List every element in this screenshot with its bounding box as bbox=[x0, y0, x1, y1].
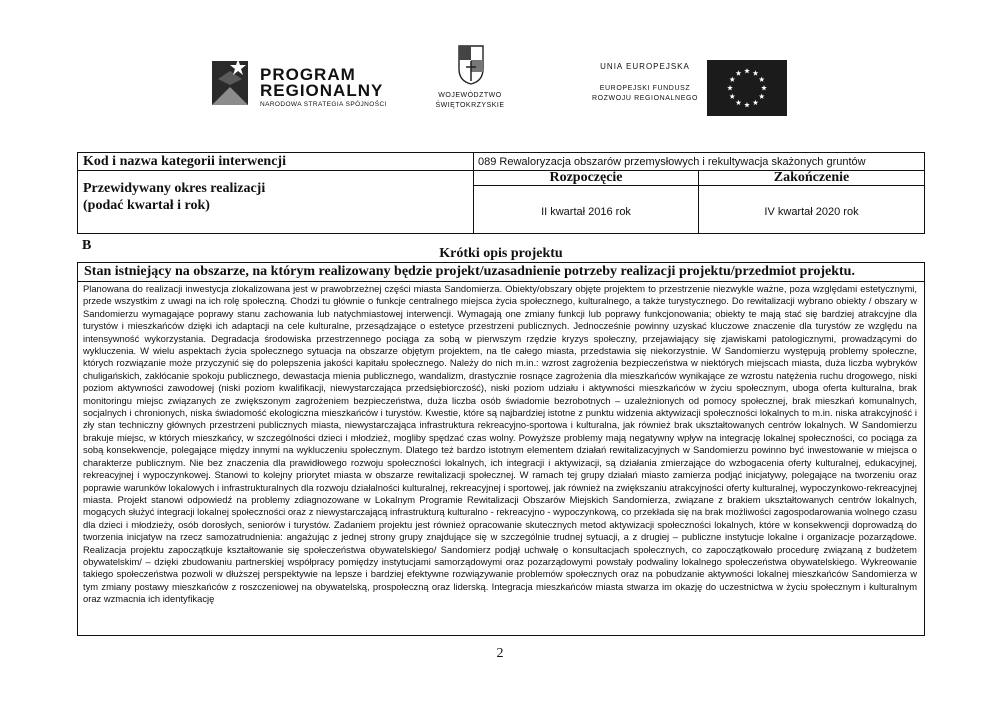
period-label: Przewidywany okres realizacji (podać kwartał i rok) bbox=[83, 181, 266, 213]
end-value: IV kwartał 2020 rok bbox=[764, 206, 859, 218]
start-value: II kwartał 2016 rok bbox=[541, 206, 631, 218]
category-label: Kod i nazwa kategorii interwencji bbox=[83, 154, 286, 169]
intervention-table bbox=[77, 152, 925, 234]
eu-fund-line2: ROZWOJU REGIONALNEGO bbox=[591, 95, 699, 102]
start-header: Rozpoczęcie bbox=[549, 170, 623, 185]
program-regionalny-subtitle: NARODOWA STRATEGIA SPÓJNOŚCI bbox=[260, 101, 387, 108]
description-body: Planowana do realizacji inwestycja zlokalizowana jest w prawobrzeżnej części miasta Sandomierza. Obiekty/obszary objęte projektem to przestrzenie niezwykle ważne, poza względami estetycznymi, przede wszystkim z uwagi na ich rolę społeczną. Chodzi tu głównie o funkcje centralnego miejsca życia społecznego, kulturalnego, a także turystycznego. Do rewitalizacji wybrano obiekty / obszary w Sandomierzu wymagające poprawy stanu zachowania lub natychmiastowej interwencji. Wymagają one zmiany funkcji lub poprawy funkcjonowania; obiekty te mają stać się bardziej atrakcyjne dla turystów i mieszkańców dzięki ich adaptacji na cele kulturalne, przesądzające o estetyce przestrzeni publicznych. Jednocześnie powinny uzyskać kluczowe znaczenie dla turystów ze względu na intensywność wykorzystania. Degradacja środowiska przestrzennego pociąga za sobą w pierwszym rzędzie kryzys społeczny, przejawiający się zjawiskami patologicznymi, prowadzącymi do wykluczenia. W wielu aspektach życia społecznego sytuacja na obszarze objętym projektem, na tle całego miasta, przedstawia się niekorzystnie. W Sandomierzu występują problemy społeczne, których rozwiązanie może przyczynić się do polepszenia jakości kapitału społecznego. Należy do nich m.in.: wzrost zagrożenia bezpieczeństwa w niektórych miejscach miasta, duża liczba wybryków chuligańskich, zakłócanie spokoju publicznego, dewastacja mienia publicznego, wandalizm, drastycznie rosnące zagrożenia dla mieszkańców wynikające ze wzrostu natężenia ruchu drogowego, niski poziom aktywności zawodowej (niski poziom kwalifikacji, niewystarczająca przedsiębiorczość), niski poziom udziału i aktywności mieszkańców w życiu społecznym, uboga oferta kulturalna, brak monitoringu miejsc związanych ze zwiększonym zagrożeniem bezpieczeństwa, duża liczba osób świadomie bezrobotnych – uzależnionych od pomocy społecznej, brak mieszkań komunalnych, socjalnych i chronionych, niska świadomość ekologiczna mieszkańców i turystów. Kwestie, które są najbardziej istotne z punktu widzenia aktywizacji społeczności lokalnych to m.in. niska atrakcyjność i zły stan techniczny głównych przestrzeni publicznych miasta, niewystarczająca infrastruktura rekreacyjno-sportowa i kulturalna, jak również brak ukształtowanych centrów lokalnych. W Sandomierzu brakuje miejsc, w których mieszkańcy, w szczególności dzieci i młodzież, mogliby spędzać czas wolny. Powyższe problemy mają negatywny wpływ na integrację lokalnej społeczności, co pociąga za sobą konsekwencje, polegające między innymi na wykluczeniu społecznym. Dlatego też bardzo istotnym elementem działań rewitalizacyjnych w Sandomierzu powinno być inwestowanie w miejsca o charakterze publicznym. Nie bez znaczenia dla prawidłowego rozwoju społeczności lokalnych, ich integracji i aktywizacji, są działania zmierzające do wzbogacenia oferty kulturalnej, edukacyjnej, rekreacyjnej i wypoczynkowej. Stanowi to kolejny priorytet miasta w obszarze rewitalizacji społecznej. W ramach tej grupy działań miasto zamierza podjąć inicjatywy, polegające na tworzeniu oraz poprawie warunków lokalowych i infrastrukturalnych dla rozwoju działalności kulturalnej, rekreacyjnej i sportowej, jak również na zwiększaniu atrakcyjności oferty kulturalnej, wypoczynkowo-rekreacyjnej miasta. Projekt stanowi odpowiedź na problemy zdiagnozowane w Lokalnym Programie Rewitalizacji Obszarów Miejskich Sandomierza, związane z brakiem ukształtowanych centrów lokalnych, mogących służyć integracji lokalnej społeczności oraz z niewystarczającą infrastrukturą kulturalno - rekreacyjno - wypoczynkową, co przekłada się na brak możliwości zagospodarowania wolnego czasu dla dzieci i młodzieży, osób dorosłych, seniorów i turystów. Zadaniem projektu jest również opracowanie skutecznych metod aktywizacji społeczności lokalnych, które w konsekwencji doprowadzą do tworzenia inicjatyw na rzecz samozatrudnienia: angażując z jednej strony grupy znajdujące się w szczególnie trudnej sytuacji, a z drugiej – publiczne instytucje lokalne i organizacje pozarządowe. Realizacja projektu zapoczątkuje kształtowanie się społeczeństwa obywatelskiego/ Sandomierz podjął uchwałę o konsultacjach społecznych, co zapoczątkowało procedurę związaną z budżetem obywatelskim/ – dzięki zbudowaniu partnerskiej współpracy pomiędzy instytucjami samorządowymi oraz pozarządowymi powstały podwaliny lokalnego społeczeństwa obywatelskiego. Wykreowanie takiego społeczeństwa pozwoli w dłuższej perspektywie na lepsze i bardziej efektywne rozwiązywanie problemów społecznych oraz na pobudzanie aktywności lokalnej mieszkańców Sandomierza w tym zmiany postawy mieszkańców z roszczeniowej na obywatelską, prospołeczną oraz liderską. Integracja mieszkańców miasta stwarza im okazję do uczestnictwa w życiu społecznym i kulturalnym oraz wzmacnia ich identyfikację bbox=[83, 283, 917, 605]
section-letter: B bbox=[82, 238, 92, 253]
section-title: Krótki opis projektu bbox=[439, 246, 563, 261]
program-regionalny-title: PROGRAM REGIONALNY bbox=[260, 65, 384, 100]
voivodeship-logo bbox=[420, 45, 520, 115]
eu-fund-text bbox=[585, 62, 705, 104]
eu-fund-line1: EUROPEJSKI FUNDUSZ bbox=[599, 85, 691, 92]
end-header: Zakończenie bbox=[773, 170, 850, 185]
project-description-box bbox=[77, 262, 925, 636]
category-value: 089 Rewaloryzacja obszarów przemysłowych i rekultywacja skażonych gruntów bbox=[478, 156, 866, 168]
program-regionalny-emblem-icon bbox=[208, 57, 252, 113]
header-divider bbox=[78, 281, 924, 282]
eu-title: UNIA EUROPEJSKA bbox=[600, 62, 690, 71]
description-header: Stan istniejący na obszarze, na którym realizowany będzie projekt/uzasadnienie potrzeby realizacji projektu/przedmiot projektu. bbox=[84, 264, 855, 279]
coat-of-arms-icon bbox=[458, 45, 484, 85]
eu-flag-icon bbox=[707, 60, 787, 116]
voivodeship-name: WOJEWÓDZTWO ŚWIĘTOKRZYSKIE bbox=[435, 92, 505, 109]
page-number: 2 bbox=[496, 646, 504, 661]
program-regionalny-logo bbox=[208, 55, 408, 117]
